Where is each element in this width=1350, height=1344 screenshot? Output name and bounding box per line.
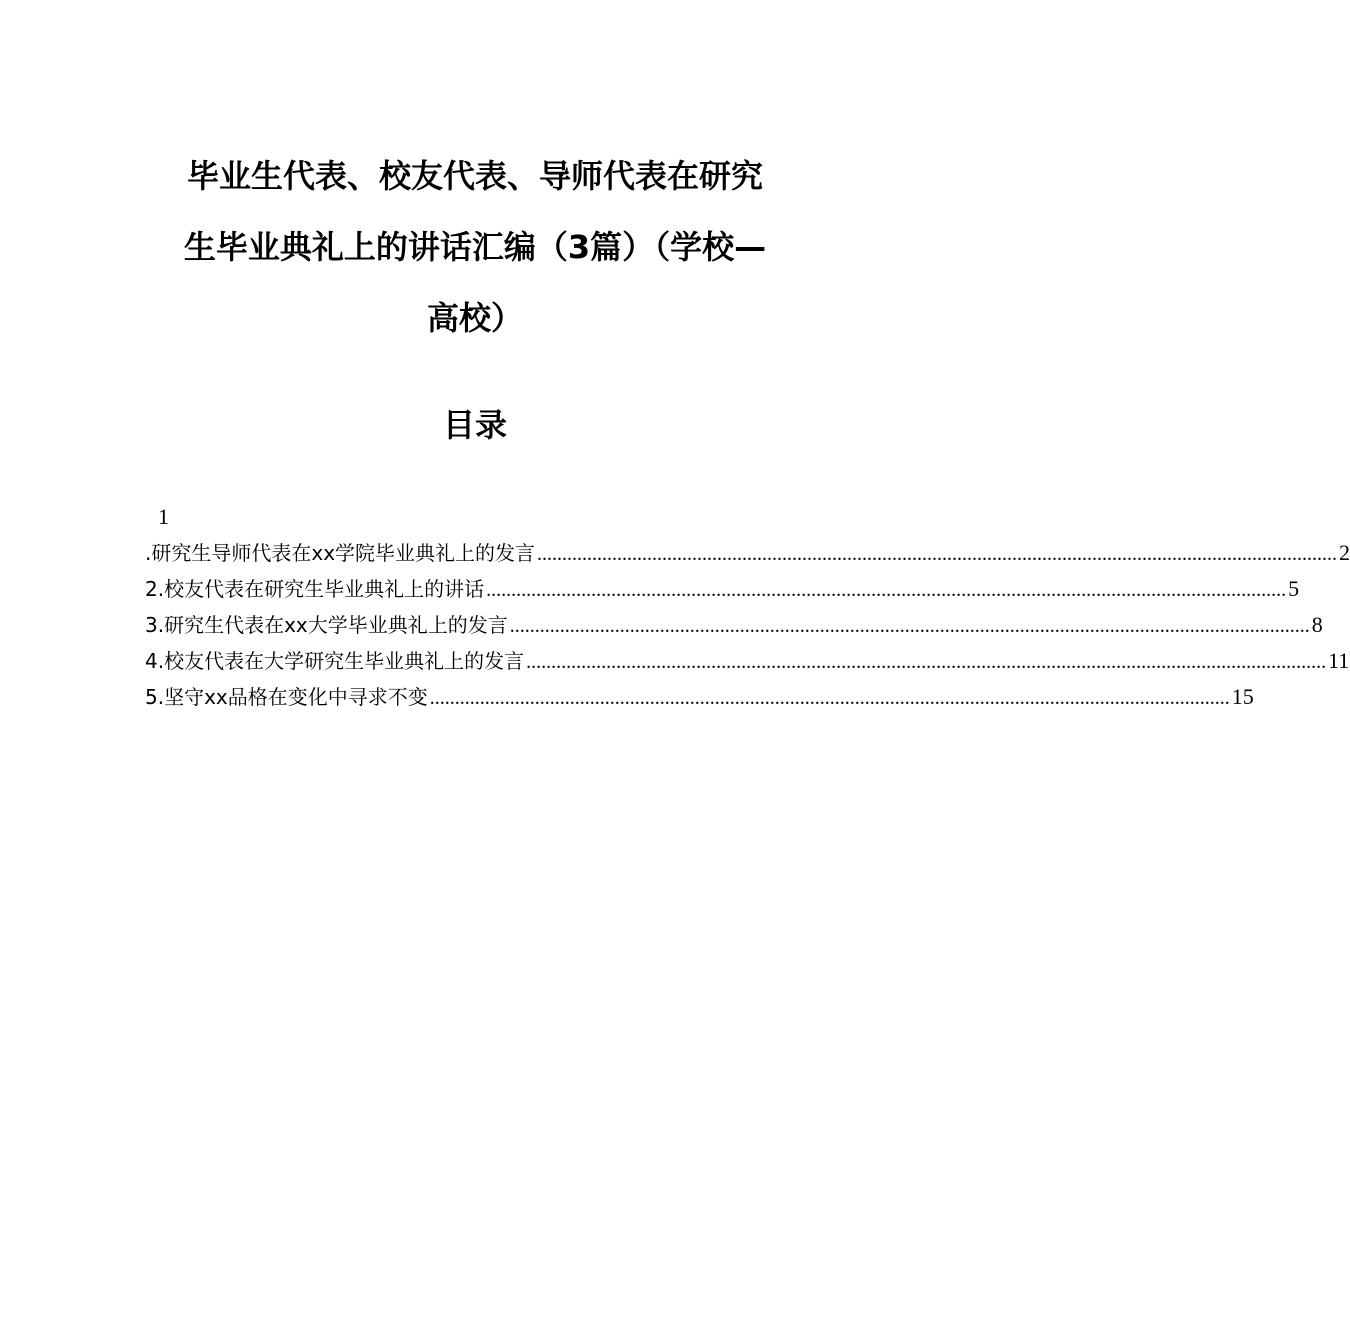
toc-item-text: 3.研究生代表在xx大学毕业典礼上的发言: [145, 613, 508, 637]
toc-item-text: .研究生导师代表在xx学院毕业典礼上的发言: [145, 541, 536, 565]
toc-leader-dots: ................................................................................................................................................................: [526, 651, 1327, 673]
document-title: [140, 157, 810, 373]
toc-item-3[interactable]: [145, 609, 1323, 645]
title-line-2: 生毕业典礼上的讲话汇编（3篇）（学校—: [183, 228, 767, 266]
toc-item-page: 11: [1328, 648, 1350, 673]
toc-item-4[interactable]: [145, 645, 1350, 681]
toc-heading: 目录: [442, 406, 507, 444]
toc-item-text: 2.校友代表在研究生毕业典礼上的讲话: [145, 577, 485, 601]
title-line-3: 高校）: [426, 299, 523, 337]
toc-leader-dots: ................................................................................................................................................................: [429, 687, 1230, 709]
toc-item-page: 5: [1288, 576, 1300, 601]
toc-stray-number: 1: [158, 504, 169, 529]
toc-leader-dots: ................................................................................................................................................................: [486, 579, 1287, 601]
toc-item-2[interactable]: [145, 573, 1300, 609]
toc-item-page: 15: [1231, 684, 1254, 709]
toc-leader-dots: ................................................................................................................................................................: [509, 615, 1310, 637]
toc-item-5[interactable]: [145, 681, 1254, 717]
toc-leader-dots: ................................................................................................................................................................: [537, 543, 1338, 565]
toc-item-1[interactable]: [145, 537, 1350, 573]
toc-item-text: 5.坚守xx品格在变化中寻求不变: [145, 685, 428, 709]
table-of-contents: [145, 537, 1350, 717]
toc-item-page: 8: [1311, 612, 1323, 637]
toc-item-text: 4.校友代表在大学研究生毕业典礼上的发言: [145, 649, 525, 673]
toc-item-page: 2: [1339, 540, 1350, 565]
title-line-1: 毕业生代表、校友代表、导师代表在研究: [186, 157, 763, 195]
